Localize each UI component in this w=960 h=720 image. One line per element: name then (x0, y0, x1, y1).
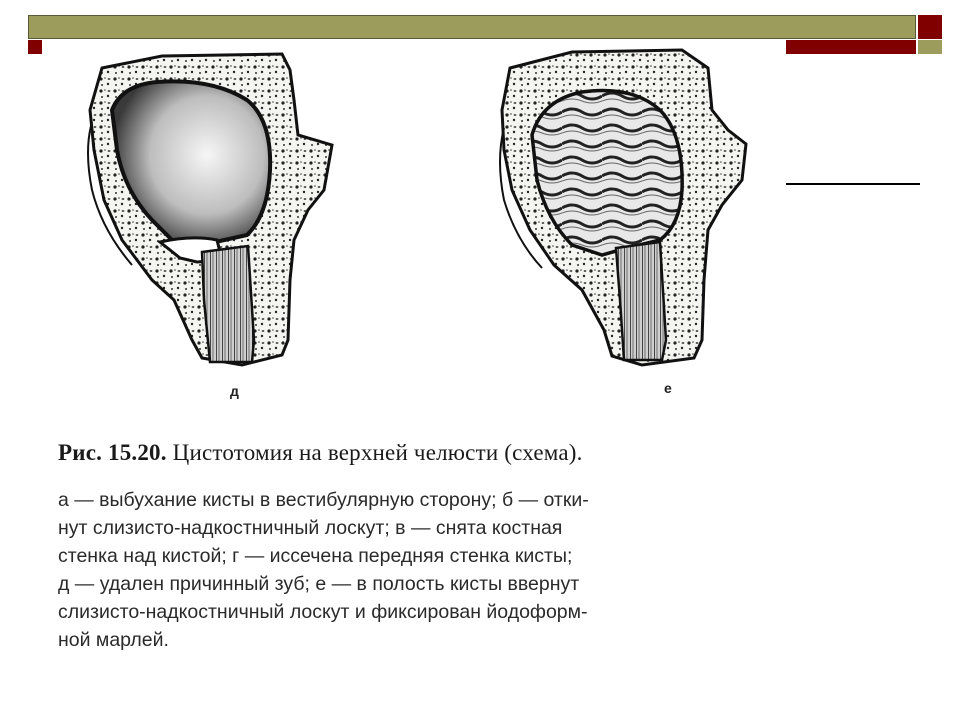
figure-image (42, 40, 786, 680)
title-underline (786, 183, 920, 185)
panel-label-e: е (664, 380, 672, 396)
caption-number: Рис. 15.20. (58, 440, 167, 465)
header-corner-square-lower (918, 40, 942, 54)
legend-line: д — удален причинный зуб; е — в полость кисты ввернут (58, 573, 580, 595)
figure-caption (58, 440, 758, 466)
caption-title: Цистотомия на верхней челюсти (схема). (172, 440, 583, 465)
header-accent-right (786, 40, 916, 54)
legend-line: а — выбухание кисты в вестибулярную сторону; б — отки- (58, 489, 589, 511)
header-corner-square (918, 15, 942, 39)
legend-line: стенка над кистой; г — иссечена передняя стенка кисты; (58, 545, 573, 567)
header-bar (28, 15, 916, 39)
panel-label-d: д (230, 383, 239, 399)
legend-line: слизисто-надкостничный лоскут и фиксирован йодоформ- (58, 601, 588, 623)
legend-line: ной марлей. (58, 629, 169, 651)
jaw-illustrations (42, 40, 786, 440)
figure-legend (58, 486, 768, 654)
header-accent-left (28, 40, 42, 54)
panel-e-drawing (500, 50, 746, 365)
legend-line: нут слизисто-надкостничный лоскут; в — снята костная (58, 517, 563, 539)
panel-d-drawing (88, 54, 332, 365)
